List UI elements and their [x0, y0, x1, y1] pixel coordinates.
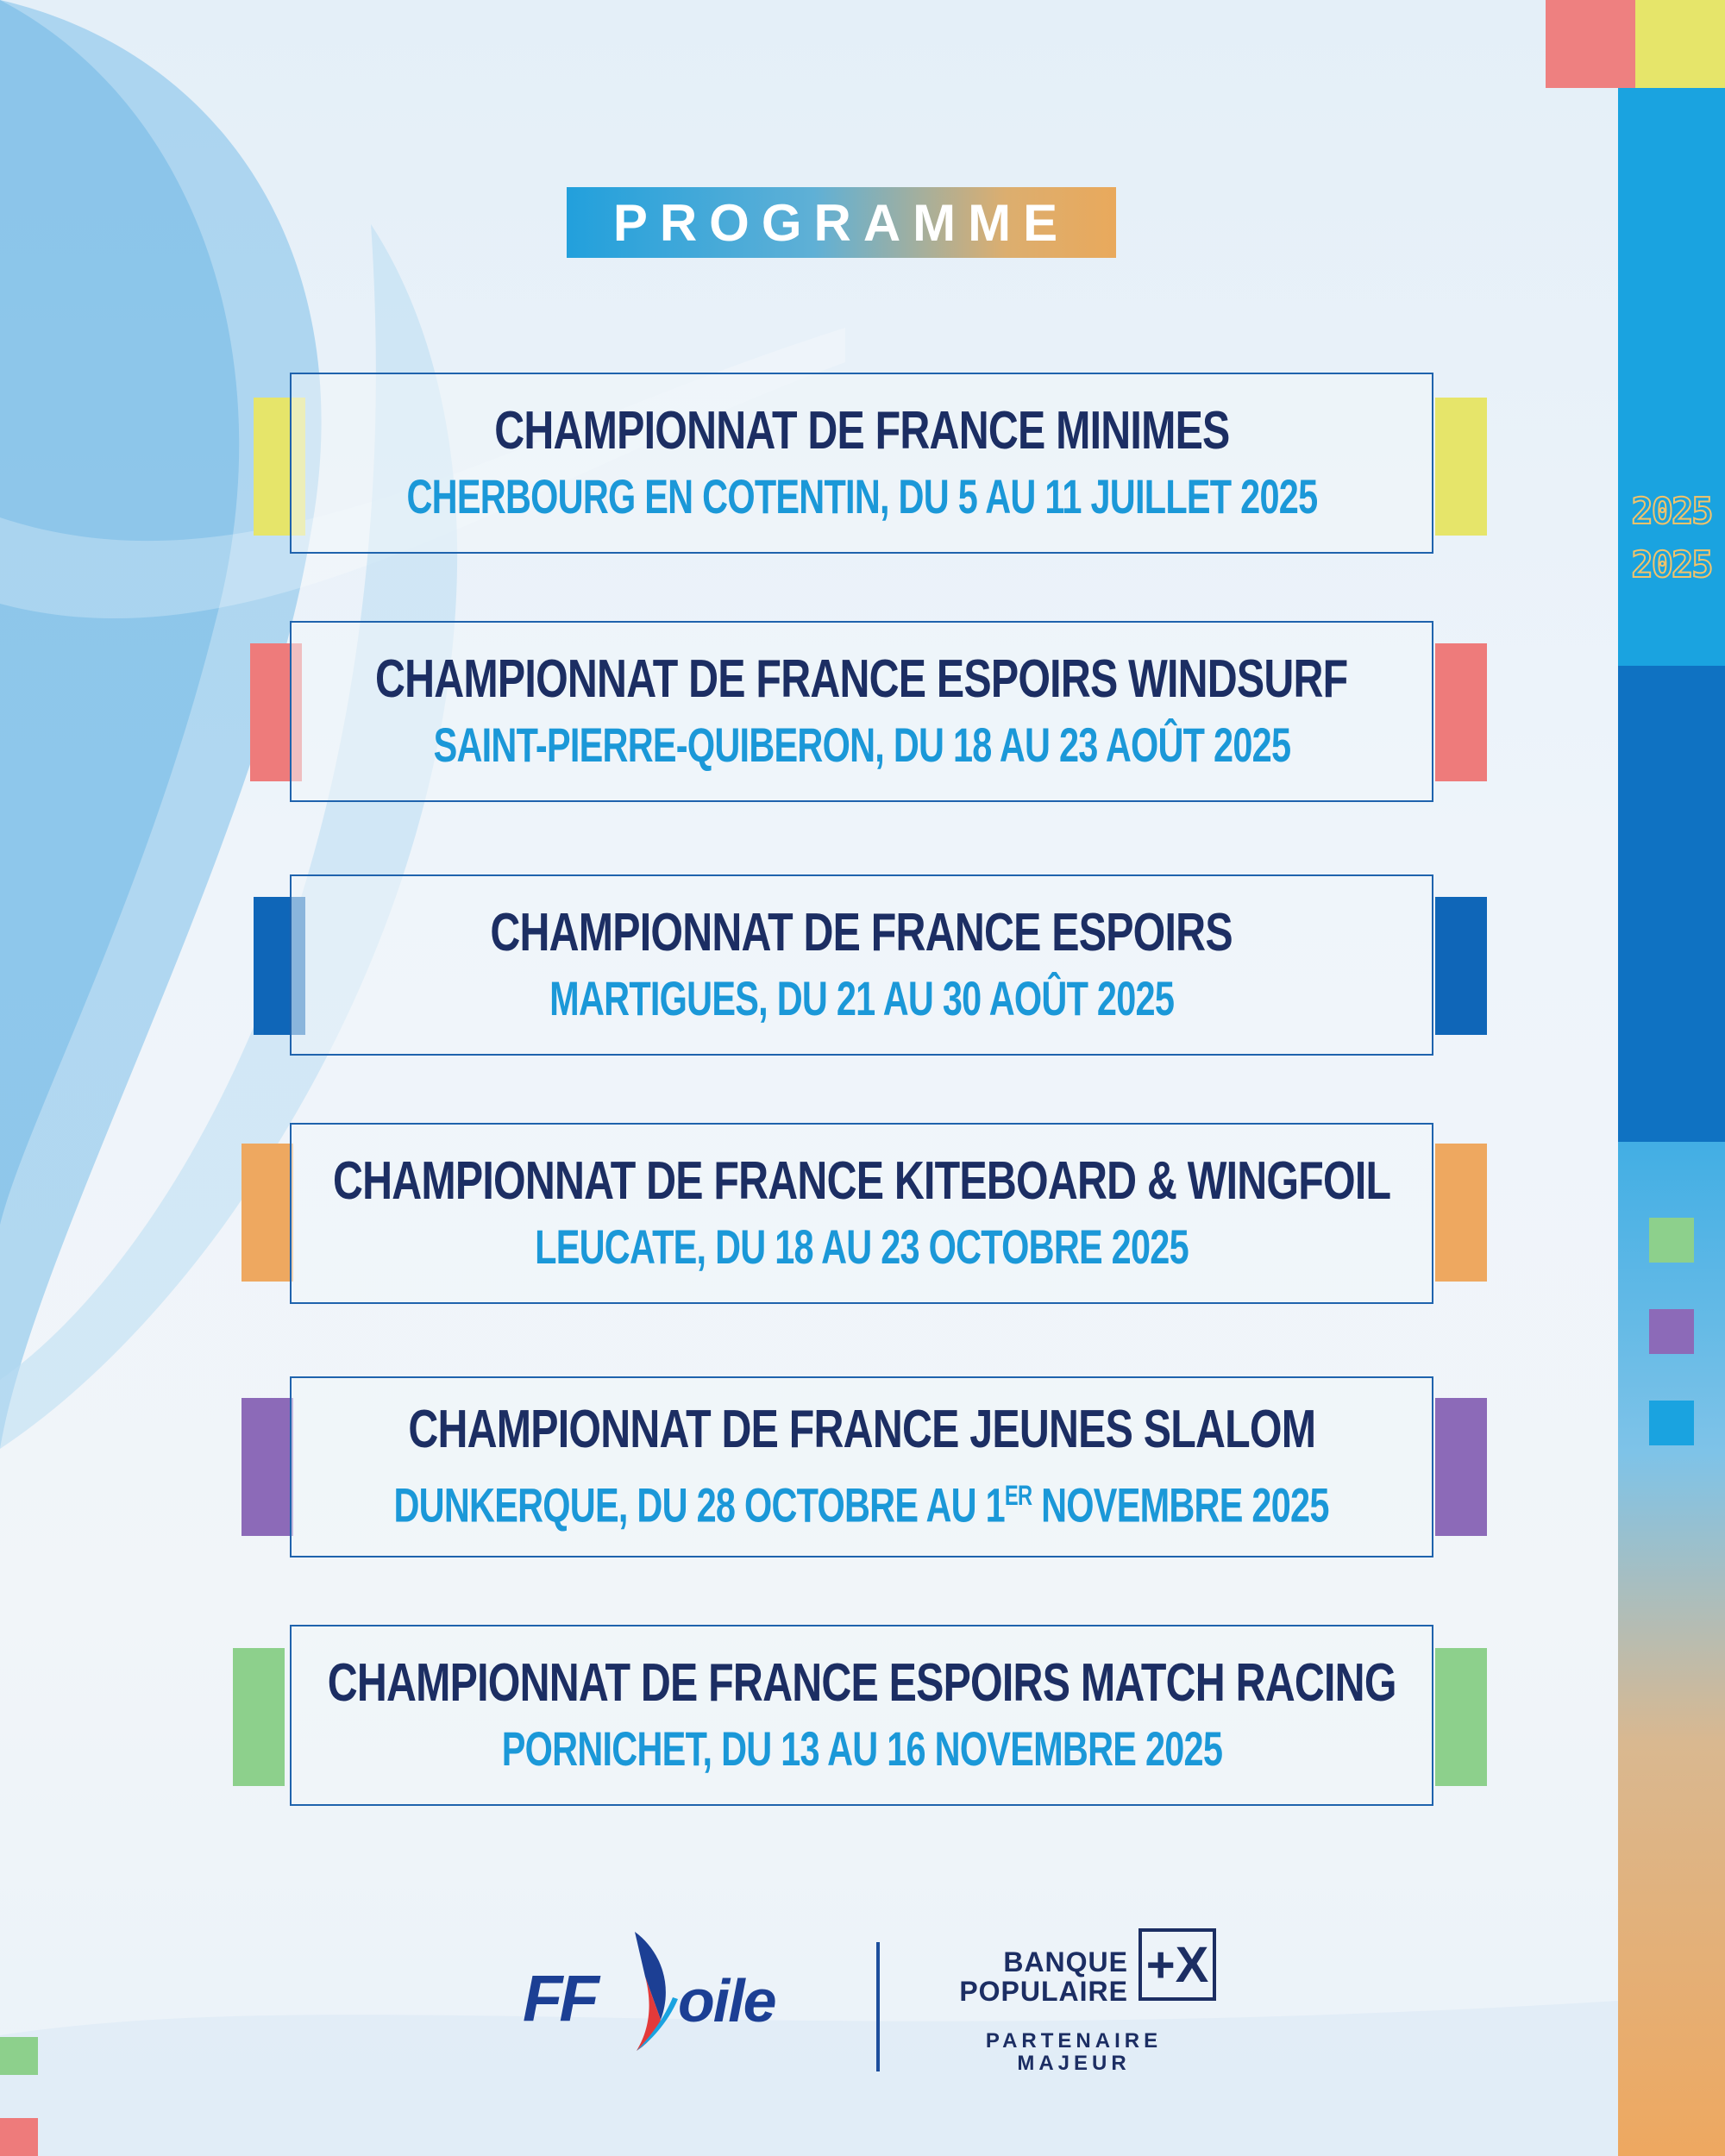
event-title: CHAMPIONNAT DE FRANCE KITEBOARD & WINGFOIL: [332, 1151, 1391, 1211]
event-card: [290, 1625, 1433, 1806]
side-year: 2025: [1631, 490, 1712, 532]
event-title: CHAMPIONNAT DE FRANCE ESPOIRS WINDSURF: [375, 649, 1348, 709]
bank-name-line: BANQUE: [1003, 1946, 1128, 1977]
event-title: CHAMPIONNAT DE FRANCE ESPOIRS: [490, 903, 1233, 962]
footer-divider: [876, 1942, 880, 2071]
event-location: LEUCATE, DU 18 AU 23 OCTOBRE 2025: [535, 1219, 1189, 1274]
corner-square-red-bottom: [0, 2118, 38, 2156]
event-tab-right: [1435, 1648, 1487, 1786]
side-square-blue: [1649, 1401, 1694, 1445]
bank-name: [959, 1947, 1128, 2006]
event-location-sup: ER: [1005, 1480, 1032, 1512]
event-location-text: NOVEMBRE 2025: [1032, 1477, 1330, 1532]
ffvoile-logo: [523, 1932, 816, 2053]
side-square-purple: [1649, 1309, 1694, 1354]
bank-name-line: POPULAIRE: [959, 1976, 1128, 2007]
event-location: SAINT-PIERRE-QUIBERON, DU 18 AU 23 AOÛT 2025: [433, 718, 1290, 772]
event-tab-right: [1435, 643, 1487, 781]
event-tab-right: [1435, 398, 1487, 536]
event-tab-left: [242, 1144, 293, 1282]
event-location: PORNICHET, DU 13 AU 16 NOVEMBRE 2025: [501, 1721, 1222, 1776]
ffvoile-logo-prefix: FF: [523, 1962, 596, 2035]
event-location: CHERBOURG EN COTENTIN, DU 5 AU 11 JUILLET 2025: [406, 469, 1317, 523]
event-title: CHAMPIONNAT DE FRANCE MINIMES: [493, 401, 1230, 461]
event-location: MARTIGUES, DU 21 AU 30 AOÛT 2025: [549, 971, 1174, 1025]
page-title: PROGRAMME: [567, 187, 1116, 258]
event-title: CHAMPIONNAT DE FRANCE ESPOIRS MATCH RACING: [327, 1653, 1396, 1713]
partner-label-line: MAJEUR: [1017, 2052, 1131, 2075]
event-tab-left: [233, 1648, 285, 1786]
corner-square-green: [0, 2037, 38, 2075]
event-tab-left: [242, 1398, 293, 1536]
event-location: [394, 1463, 1329, 1538]
event-location-text: DUNKERQUE, DU 28 OCTOBRE AU 1: [393, 1477, 1006, 1532]
event-card: [290, 874, 1433, 1056]
ffvoile-logo-suffix: oile: [678, 1967, 775, 2034]
event-tab-right: [1435, 1398, 1487, 1536]
event-card: [290, 1123, 1433, 1304]
event-title: CHAMPIONNAT DE FRANCE JEUNES SLALOM: [408, 1400, 1315, 1460]
partner-label-line: PARTENAIRE: [985, 2029, 1163, 2053]
event-card: [290, 1376, 1433, 1557]
bank-plus-x-icon: +X: [1138, 1928, 1216, 2001]
partner-label: [932, 2030, 1216, 2075]
event-tab-right: [1435, 897, 1487, 1035]
side-square-green: [1649, 1218, 1694, 1263]
corner-square-red: [1546, 0, 1635, 88]
banque-populaire-logo: [932, 1928, 1216, 2084]
corner-square-yellow: [1635, 0, 1725, 88]
side-year: 2025: [1631, 543, 1712, 586]
event-card: [290, 373, 1433, 554]
right-color-bar: [1618, 86, 1725, 2156]
event-tab-right: [1435, 1144, 1487, 1282]
event-card: [290, 621, 1433, 802]
